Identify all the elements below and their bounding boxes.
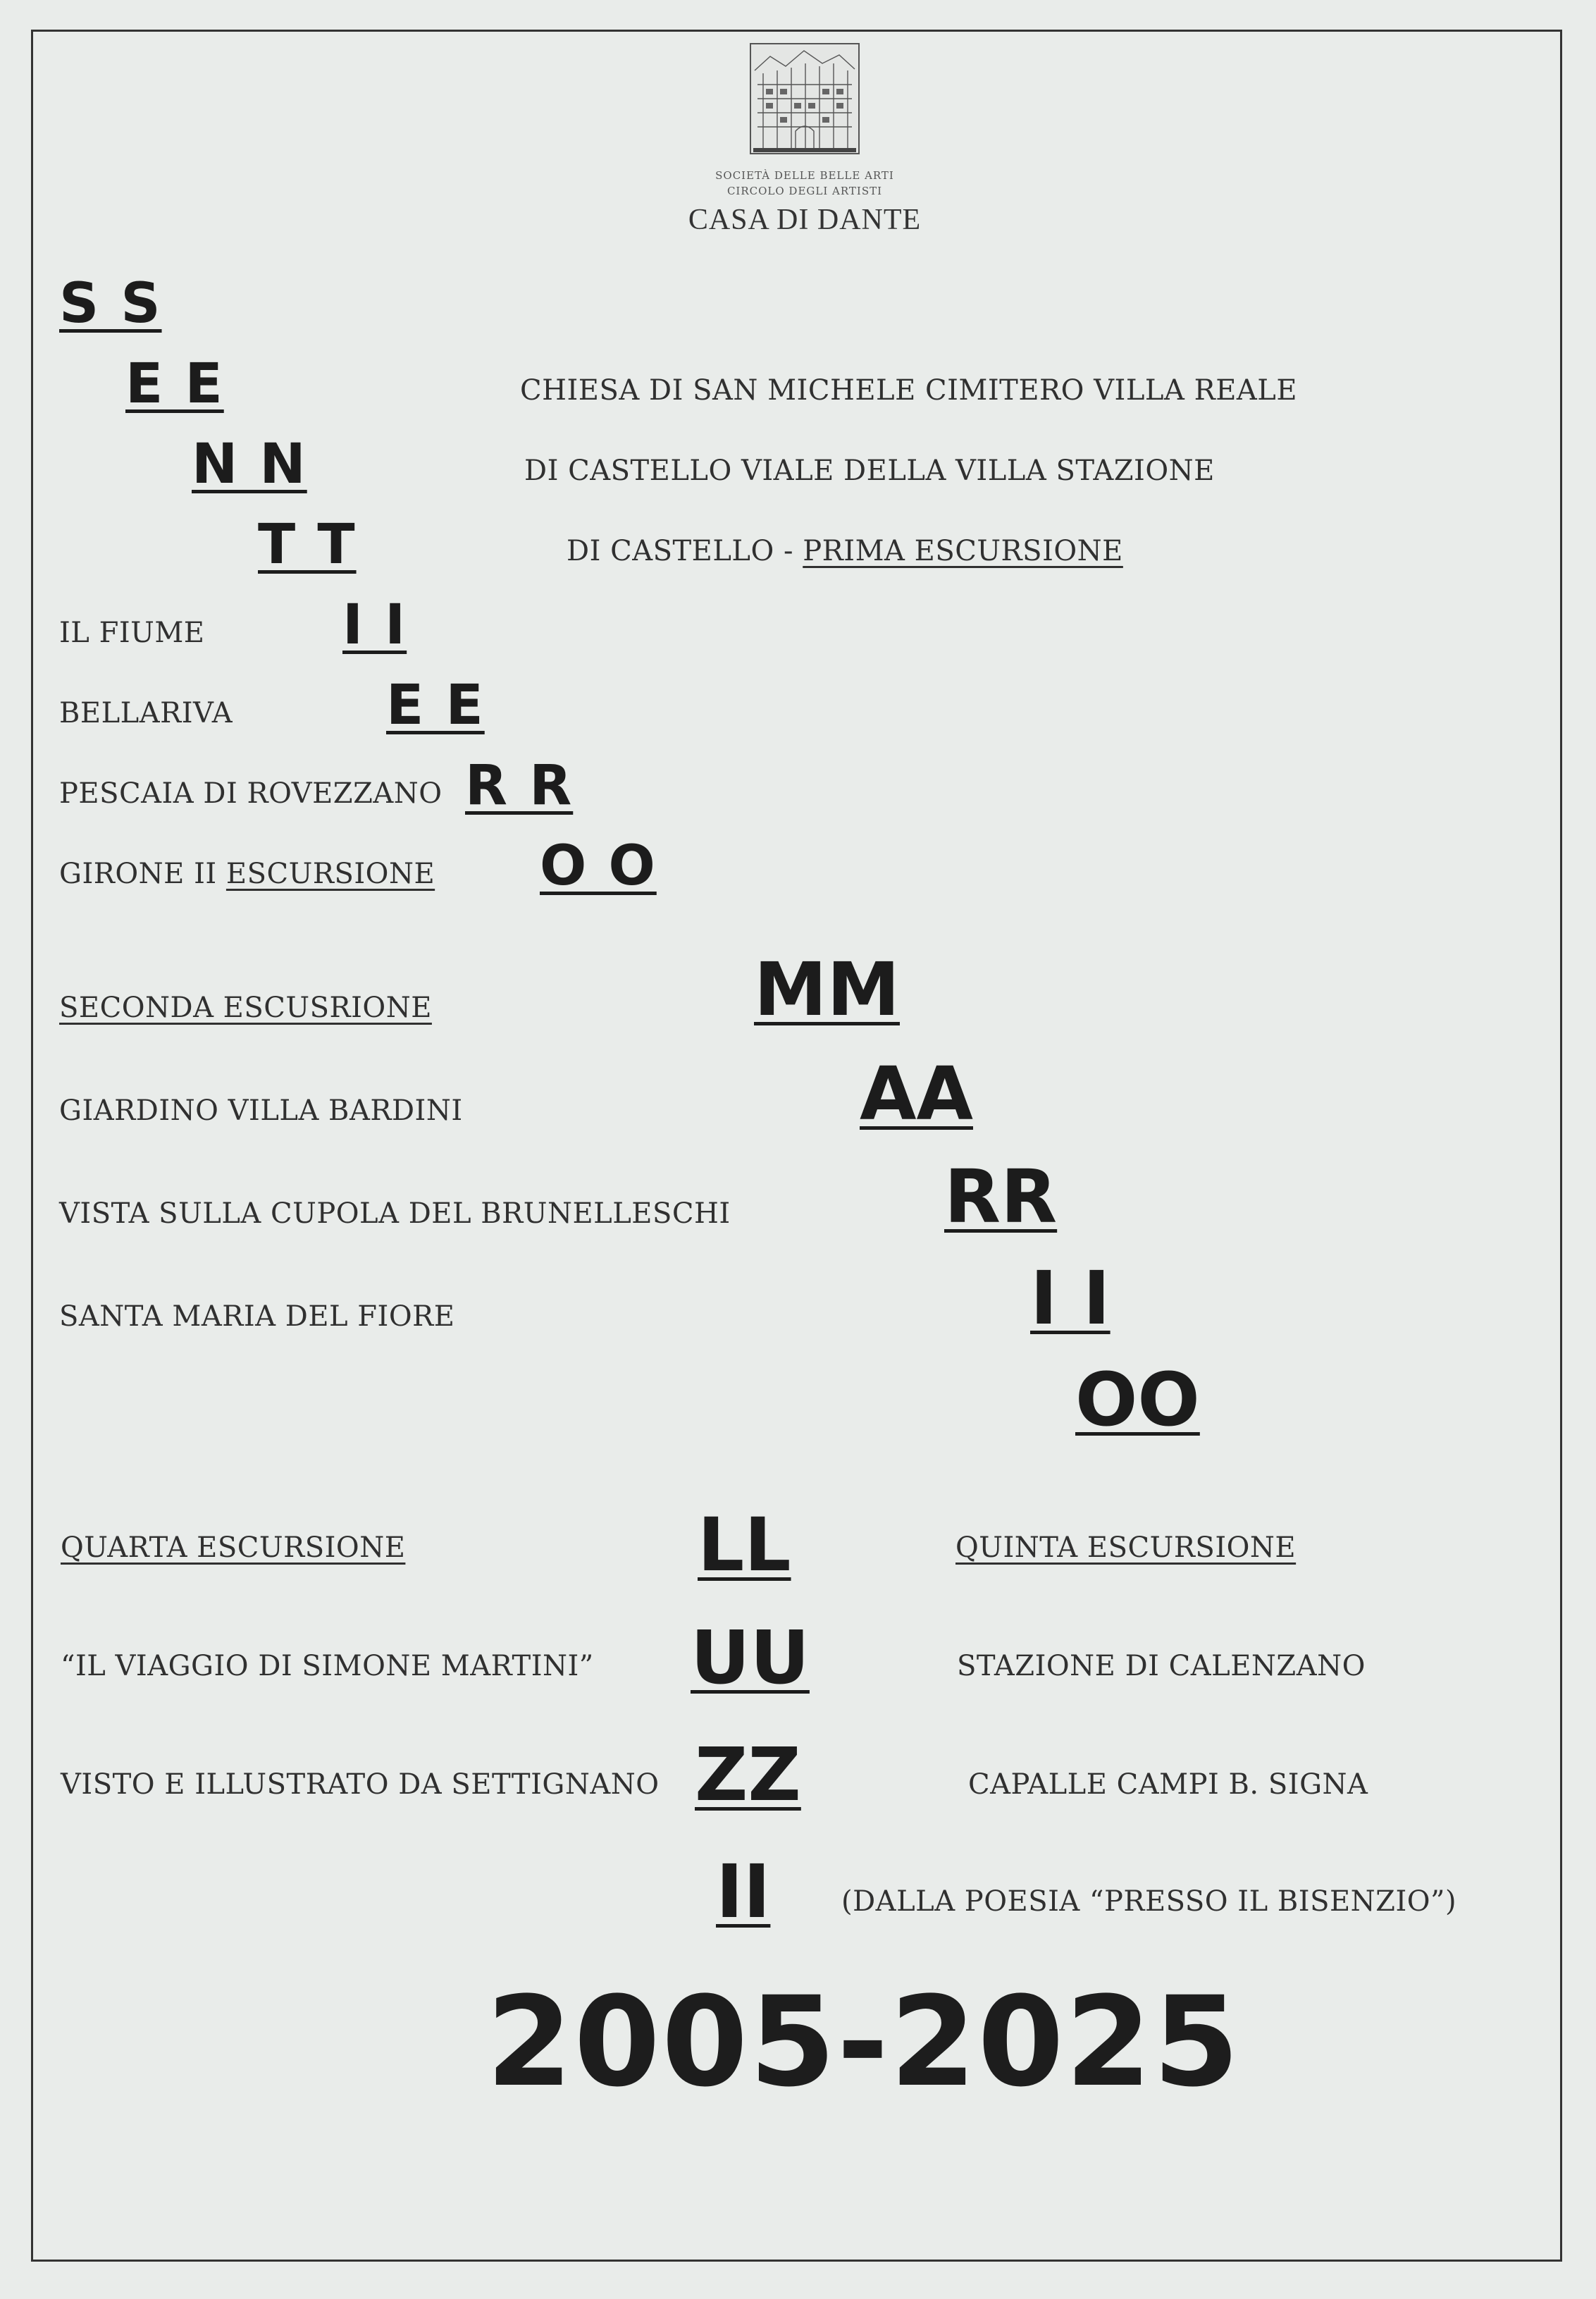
house-name: CASA DI DANTE	[688, 204, 922, 236]
stair-letters: LL	[698, 1502, 791, 1588]
itinerary-line: PESCAIA DI ROVEZZANO	[59, 777, 443, 810]
itinerary-line: CHIESA DI SAN MICHELE CIMITERO VILLA REALE	[520, 374, 1298, 407]
logo-caption-2: CIRCOLO DEGLI ARTISTI	[726, 185, 883, 197]
years-title: 2005-2025	[486, 1970, 1241, 2114]
itinerary-line	[567, 537, 1123, 565]
page-border	[31, 30, 1562, 2262]
excursion-title: PRIMA ESCURSIONE	[803, 535, 1123, 567]
excursion-title: QUARTA ESCURSIONE	[61, 1531, 406, 1564]
itinerary-line: VISTA SULLA CUPOLA DEL BRUNELLESCHI	[59, 1197, 731, 1230]
excursion-title: ESCURSIONE	[225, 858, 435, 890]
stair-letters: I I	[342, 593, 407, 657]
stair-letters: ZZ	[695, 1732, 801, 1818]
stair-letters: N N	[192, 433, 307, 496]
itinerary-line: IL FIUME	[59, 617, 205, 649]
itinerary-line: GIARDINO VILLA BARDINI	[59, 1095, 463, 1127]
stair-letters: MM	[754, 947, 900, 1033]
stair-letters: T T	[258, 513, 357, 577]
stair-letters: RR	[944, 1154, 1058, 1240]
itinerary-line: DI CASTELLO VIALE DELLA VILLA STAZIONE	[524, 455, 1215, 487]
itinerary-line: VISTO E ILLUSTRATO DA SETTIGNANO	[61, 1768, 660, 1801]
itinerary-line: BELLARIVA	[59, 697, 233, 729]
itinerary-line: STAZIONE DI CALENZANO	[957, 1650, 1366, 1682]
stair-letters: E E	[125, 352, 224, 416]
itinerary-line: CAPALLE CAMPI B. SIGNA	[968, 1768, 1368, 1801]
itinerary-line: SANTA MARIA DEL FIORE	[59, 1300, 455, 1333]
itinerary-text: DI CASTELLO -	[567, 535, 803, 567]
stair-letters: II	[716, 1849, 771, 1935]
stair-letters: R R	[465, 754, 574, 818]
stair-letters: O O	[540, 834, 657, 898]
itinerary-line: (DALLA POESIA “PRESSO IL BISENZIO”)	[841, 1885, 1457, 1918]
itinerary-line	[59, 860, 435, 888]
logo-caption-1: SOCIETÀ DELLE BELLE ARTI	[715, 169, 894, 182]
excursion-title: SECONDA ESCUSRIONE	[59, 992, 432, 1024]
stair-letters: UU	[691, 1615, 810, 1701]
stair-letters: AA	[860, 1051, 973, 1137]
stair-letters: E E	[386, 674, 485, 737]
stair-letters: OO	[1075, 1357, 1200, 1443]
itinerary-text: GIRONE II	[59, 858, 226, 890]
stair-letters: I I	[1030, 1255, 1111, 1341]
itinerary-line: “IL VIAGGIO DI SIMONE MARTINI”	[61, 1650, 594, 1682]
casa-di-dante-logo	[749, 42, 860, 155]
stair-letters: S S	[59, 272, 162, 335]
excursion-title: QUINTA ESCURSIONE	[955, 1531, 1297, 1564]
